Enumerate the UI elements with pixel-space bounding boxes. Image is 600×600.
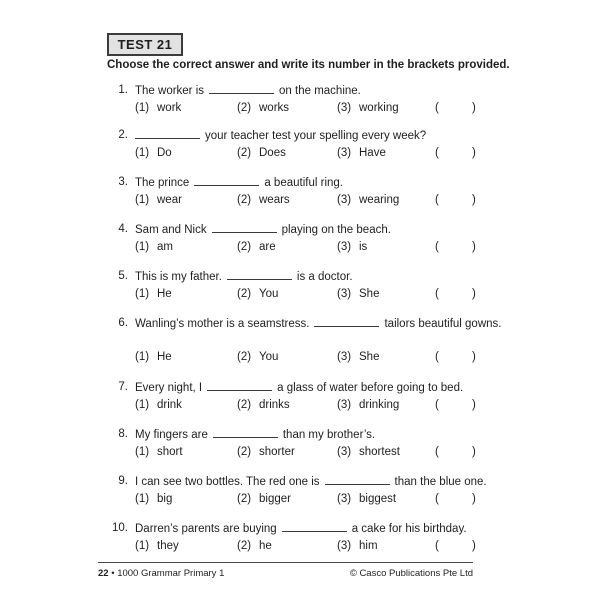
question-number: 5.	[118, 270, 128, 282]
page-number: 22	[98, 568, 109, 579]
test-title: TEST 21	[117, 37, 173, 52]
option-2	[237, 349, 278, 365]
answer-bracket-open: (	[435, 540, 439, 552]
question-post: a beautiful ring.	[264, 177, 343, 189]
option-marker: (1)	[135, 540, 150, 552]
option-1	[135, 145, 172, 161]
option-text: wearing	[359, 194, 400, 206]
question-number: 10.	[112, 522, 128, 534]
question-pre: This is my father.	[135, 271, 222, 283]
option-text: he	[259, 540, 272, 552]
option-1	[135, 397, 182, 413]
question-pre: My fingers are	[135, 429, 208, 441]
test-title-box	[107, 33, 183, 56]
answer-bracket-close: )	[472, 288, 476, 300]
answer-bracket-open: (	[435, 102, 439, 114]
question-post: a cake for his birthday.	[351, 523, 467, 535]
question-1	[108, 82, 520, 114]
answer-blank	[213, 426, 278, 438]
answer-bracket-close: )	[472, 241, 476, 253]
option-marker: (2)	[237, 194, 252, 206]
question-number: 8.	[118, 428, 128, 440]
option-2	[237, 286, 278, 302]
option-marker: (3)	[337, 194, 352, 206]
question-post: on the machine.	[279, 85, 361, 97]
question-post: your teacher test your spelling every week?	[205, 130, 427, 142]
question-2	[108, 127, 520, 159]
answer-bracket-open: (	[435, 351, 439, 363]
option-text: work	[157, 102, 182, 114]
option-text: drinks	[259, 399, 290, 411]
question-text	[135, 268, 520, 285]
question-4	[108, 221, 520, 253]
options-row	[135, 538, 520, 554]
question-10	[108, 520, 520, 552]
options-row	[135, 444, 520, 460]
option-marker: (3)	[337, 540, 352, 552]
option-1	[135, 100, 181, 116]
option-2	[237, 100, 289, 116]
footer-divider	[98, 562, 473, 563]
answer-bracket-open: (	[435, 194, 439, 206]
footer-separator: •	[111, 568, 115, 579]
option-2	[237, 538, 272, 554]
options-row	[135, 145, 520, 161]
option-text: shortest	[359, 446, 400, 458]
option-text: bigger	[259, 493, 291, 505]
option-marker: (2)	[237, 351, 252, 363]
question-text	[135, 221, 520, 238]
question-text	[135, 315, 507, 332]
option-marker: (1)	[135, 288, 150, 300]
option-2	[237, 444, 295, 460]
question-8	[108, 426, 520, 458]
option-marker: (2)	[237, 241, 252, 253]
option-3	[337, 444, 400, 460]
option-text: working	[359, 102, 399, 114]
option-marker: (3)	[337, 493, 352, 505]
option-text: Does	[259, 147, 286, 159]
answer-blank	[135, 127, 200, 139]
answer-blank	[325, 473, 390, 485]
answer-bracket-close: )	[472, 351, 476, 363]
question-text	[135, 82, 520, 99]
option-1	[135, 239, 173, 255]
question-text	[135, 520, 520, 537]
option-2	[237, 397, 290, 413]
question-number: 1.	[118, 84, 128, 96]
option-marker: (3)	[337, 147, 352, 159]
answer-bracket-close: )	[472, 102, 476, 114]
question-post: playing on the beach.	[281, 224, 391, 236]
question-5	[108, 268, 520, 300]
question-3	[108, 174, 520, 206]
option-marker: (1)	[135, 102, 150, 114]
answer-blank	[194, 174, 259, 186]
option-marker: (1)	[135, 241, 150, 253]
option-3	[337, 286, 379, 302]
option-marker: (3)	[337, 446, 352, 458]
answer-bracket-close: )	[472, 540, 476, 552]
option-3	[337, 397, 399, 413]
option-3	[337, 145, 386, 161]
option-marker: (2)	[237, 493, 252, 505]
option-marker: (2)	[237, 102, 252, 114]
option-3	[337, 239, 367, 255]
question-7	[108, 379, 520, 411]
option-text: drinking	[359, 399, 400, 411]
question-number: 9.	[118, 475, 128, 487]
option-3	[337, 538, 378, 554]
answer-bracket-close: )	[472, 399, 476, 411]
question-number: 3.	[118, 176, 128, 188]
question-pre: The prince	[135, 177, 190, 189]
option-1	[135, 444, 183, 460]
option-marker: (2)	[237, 540, 252, 552]
answer-bracket-open: (	[435, 288, 439, 300]
question-pre: Wanling’s mother is a seamstress.	[135, 318, 310, 330]
answer-bracket-close: )	[472, 446, 476, 458]
option-marker: (1)	[135, 351, 150, 363]
option-marker: (2)	[237, 147, 252, 159]
option-text: You	[259, 351, 279, 363]
answer-bracket-open: (	[435, 241, 439, 253]
instruction-text: Choose the correct answer and write its number in the brackets provided.	[107, 59, 510, 71]
option-3	[337, 349, 379, 365]
option-text: is	[359, 241, 368, 253]
options-row	[135, 100, 520, 116]
option-text: She	[359, 288, 380, 300]
options-row	[135, 349, 520, 365]
question-9	[108, 473, 520, 505]
question-post: than my brother’s.	[282, 429, 376, 441]
option-marker: (2)	[237, 288, 252, 300]
question-pre: The worker is	[135, 85, 205, 97]
answer-blank	[207, 379, 272, 391]
option-marker: (2)	[237, 446, 252, 458]
option-marker: (3)	[337, 288, 352, 300]
question-number: 7.	[118, 381, 128, 393]
question-text	[135, 174, 520, 191]
option-marker: (1)	[135, 147, 150, 159]
question-text	[135, 473, 520, 490]
option-marker: (3)	[337, 351, 352, 363]
answer-bracket-close: )	[472, 493, 476, 505]
option-1	[135, 192, 182, 208]
options-row	[135, 491, 520, 507]
option-1	[135, 286, 172, 302]
option-text: shorter	[259, 446, 295, 458]
option-text: drink	[157, 399, 182, 411]
option-text: are	[259, 241, 276, 253]
question-pre: Darren’s parents are buying	[135, 523, 277, 535]
question-number: 2.	[118, 129, 128, 141]
option-text: am	[157, 241, 173, 253]
answer-bracket-open: (	[435, 446, 439, 458]
option-text: He	[157, 288, 172, 300]
options-row	[135, 192, 520, 208]
option-text: him	[359, 540, 378, 552]
question-post: a glass of water before going to bed.	[277, 382, 464, 394]
option-marker: (1)	[135, 194, 150, 206]
question-text	[135, 127, 520, 144]
footer-copyright: © Casco Publications Pte Ltd	[349, 568, 473, 579]
question-number: 6.	[118, 317, 128, 329]
answer-blank	[314, 315, 379, 327]
answer-blank	[209, 82, 274, 94]
option-text: Do	[157, 147, 172, 159]
option-1	[135, 491, 172, 507]
options-row	[135, 286, 520, 302]
option-marker: (3)	[337, 241, 352, 253]
series-title: 1000 Grammar Primary 1	[117, 568, 225, 579]
option-1	[135, 349, 172, 365]
option-2	[237, 145, 286, 161]
option-marker: (1)	[135, 446, 150, 458]
answer-bracket-open: (	[435, 399, 439, 411]
option-marker: (2)	[237, 399, 252, 411]
answer-bracket-open: (	[435, 147, 439, 159]
question-post: than the blue one.	[394, 476, 487, 488]
question-text	[135, 379, 520, 396]
question-6	[108, 315, 520, 363]
option-text: She	[359, 351, 380, 363]
options-row	[135, 397, 520, 413]
question-post: is a doctor.	[296, 271, 353, 283]
option-text: Have	[359, 147, 386, 159]
option-text: You	[259, 288, 279, 300]
answer-bracket-open: (	[435, 493, 439, 505]
option-marker: (3)	[337, 399, 352, 411]
option-marker: (1)	[135, 493, 150, 505]
option-3	[337, 100, 399, 116]
option-text: they	[157, 540, 179, 552]
answer-blank	[212, 221, 277, 233]
option-marker: (3)	[337, 102, 352, 114]
answer-blank	[227, 268, 292, 280]
answer-bracket-close: )	[472, 194, 476, 206]
option-marker: (1)	[135, 399, 150, 411]
option-text: works	[259, 102, 290, 114]
option-text: wear	[157, 194, 182, 206]
question-pre: Sam and Nick	[135, 224, 207, 236]
question-post: tailors beautiful gowns.	[384, 318, 502, 330]
question-number: 4.	[118, 223, 128, 235]
option-1	[135, 538, 179, 554]
option-text: short	[157, 446, 183, 458]
option-2	[237, 192, 290, 208]
question-pre: Every night, I	[135, 382, 203, 394]
question-pre: I can see two bottles. The red one is	[135, 476, 320, 488]
option-2	[237, 239, 276, 255]
option-3	[337, 491, 396, 507]
option-text: biggest	[359, 493, 397, 505]
option-2	[237, 491, 291, 507]
options-row	[135, 239, 520, 255]
option-text: wears	[259, 194, 290, 206]
answer-bracket-close: )	[472, 147, 476, 159]
option-text: He	[157, 351, 172, 363]
question-text	[135, 426, 520, 443]
answer-blank	[282, 520, 347, 532]
option-3	[337, 192, 399, 208]
option-text: big	[157, 493, 173, 505]
